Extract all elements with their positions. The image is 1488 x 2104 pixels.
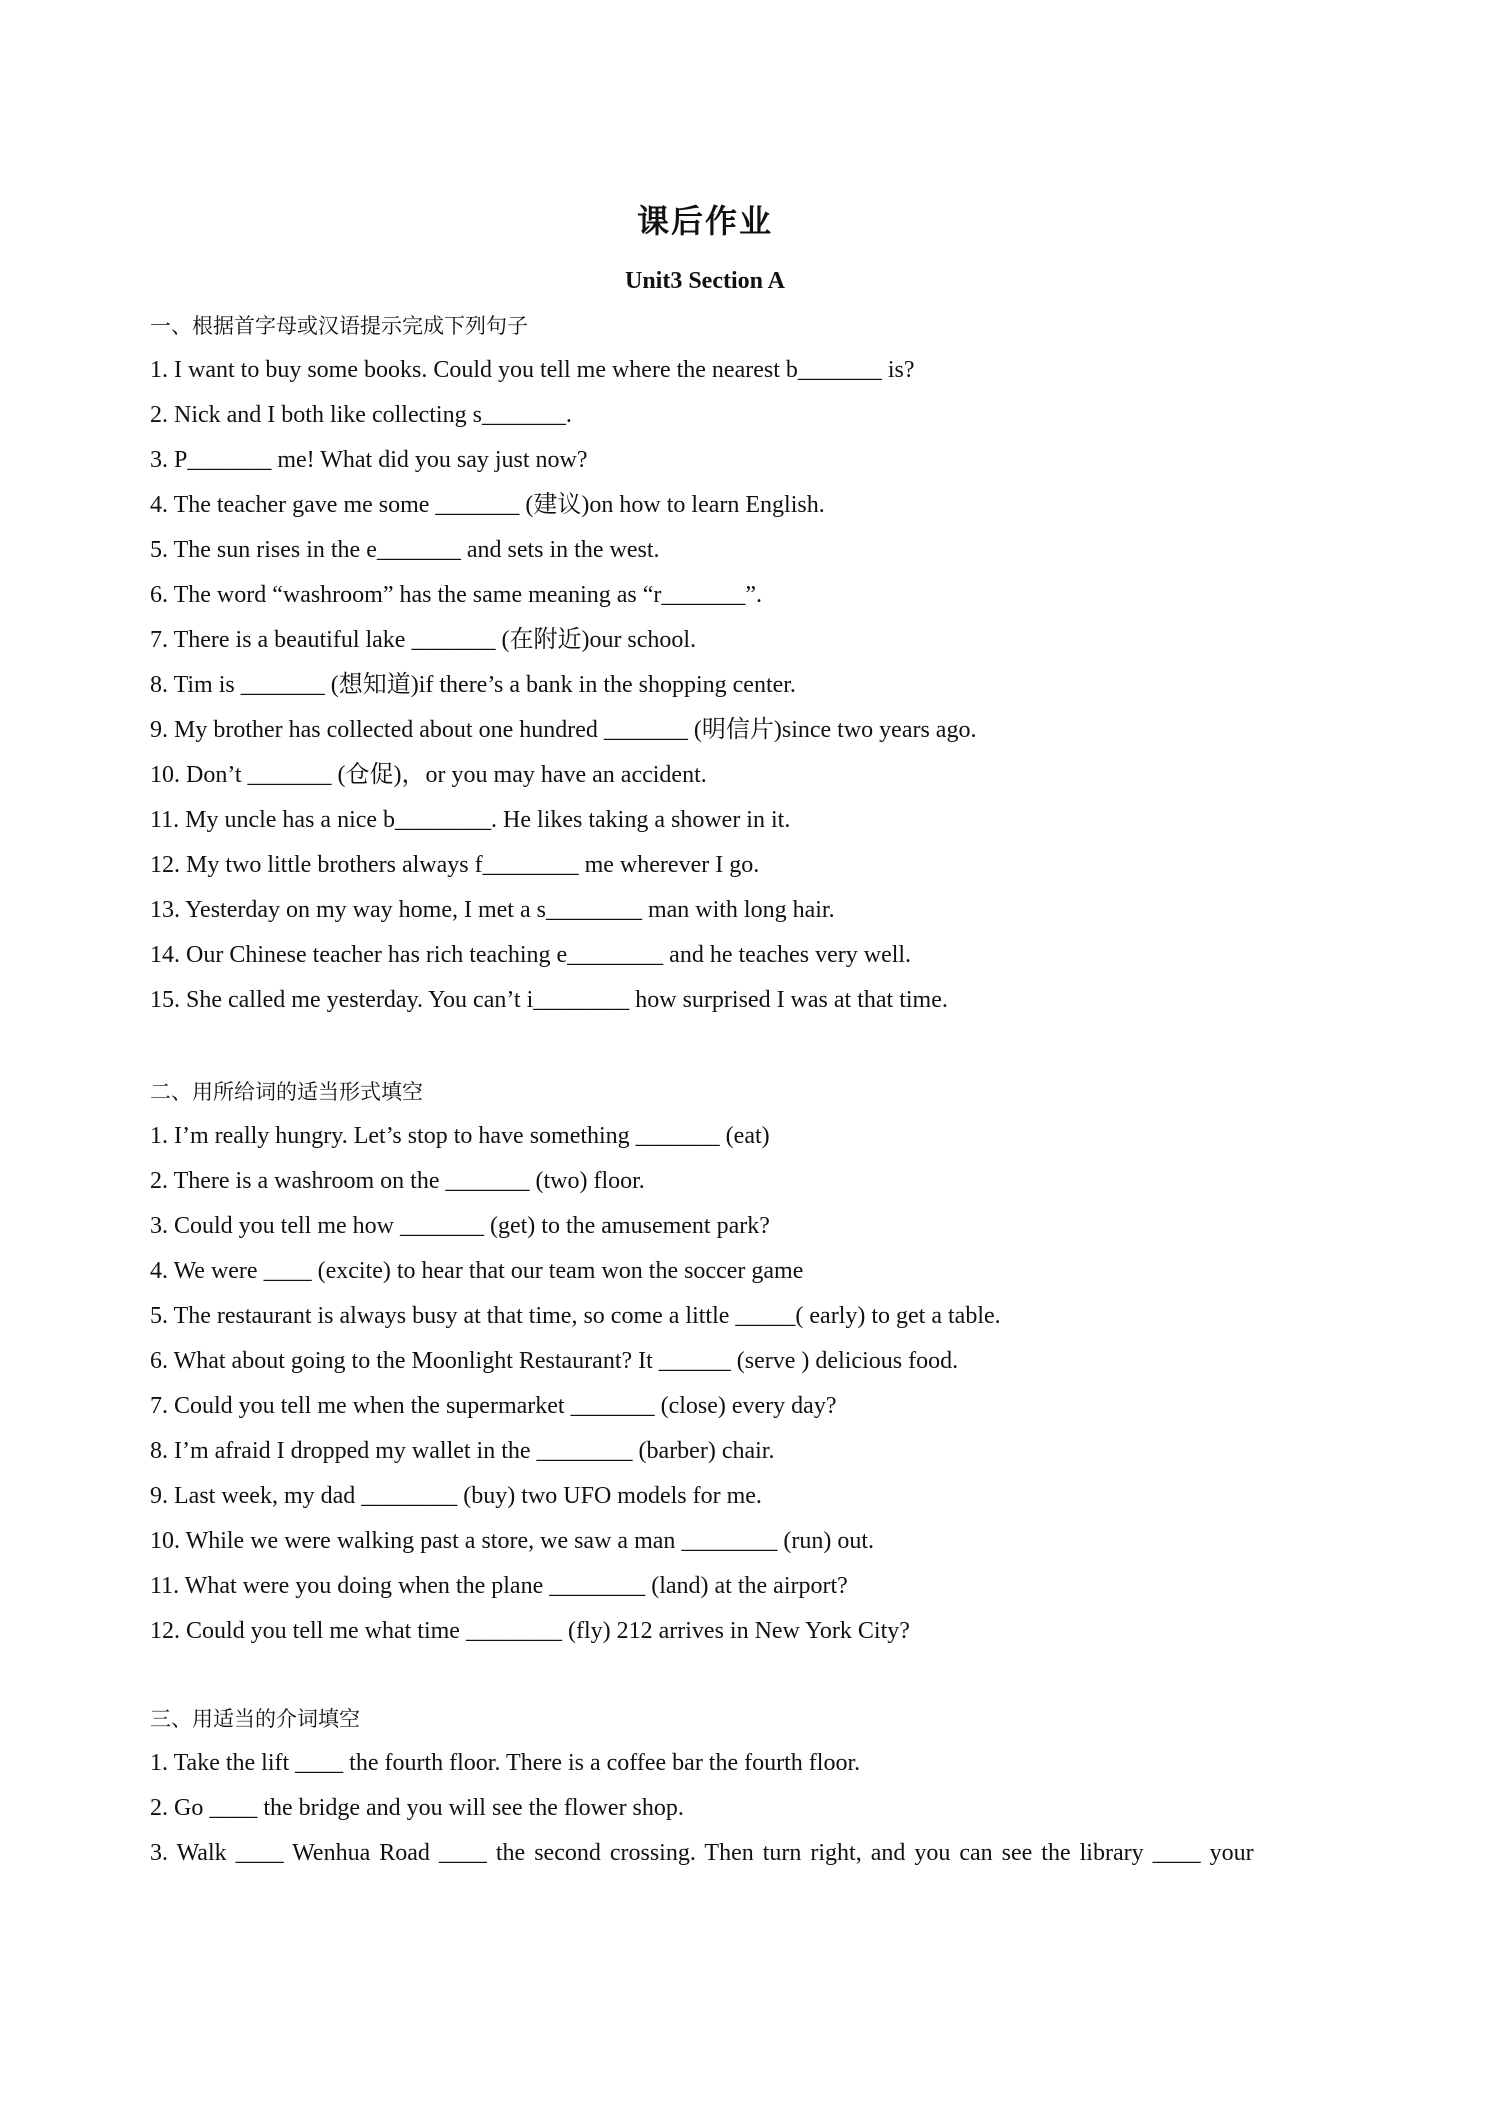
section-heading: 二、用所给词的适当形式填空	[150, 1080, 423, 1104]
question-item: 3. Walk ____ Wenhua Road ____ the second crossing. Then turn right, and you can see the library ____ your	[150, 1840, 1254, 1866]
question-item: 2. There is a washroom on the _______ (two) floor.	[150, 1168, 645, 1194]
question-item: 7. There is a beautiful lake _______ (在附近)our school.	[150, 627, 697, 653]
question-item: 1. I’m really hungry. Let’s stop to have something _______ (eat)	[150, 1123, 770, 1149]
section-prepositions	[150, 1697, 1340, 1876]
question-item: 6. The word “washroom” has the same meaning as “r_______”.	[150, 582, 763, 608]
question-item: 13. Yesterday on my way home, I met a s________ man with long hair.	[150, 897, 835, 923]
question-item: 11. What were you doing when the plane ________ (land) at the airport?	[150, 1573, 848, 1599]
section-heading: 一、根据首字母或汉语提示完成下列句子	[150, 314, 528, 338]
section-heading: 三、用适当的介词填空	[150, 1707, 360, 1731]
question-item: 8. I’m afraid I dropped my wallet in the ________ (barber) chair.	[150, 1438, 775, 1464]
question-item: 12. Could you tell me what time ________ (fly) 212 arrives in New York City?	[150, 1618, 910, 1644]
question-item: 9. Last week, my dad ________ (buy) two UFO models for me.	[150, 1483, 762, 1509]
section-word-form	[150, 1070, 1340, 1654]
question-item: 12. My two little brothers always f________ me wherever I go.	[150, 852, 760, 878]
question-item: 1. I want to buy some books. Could you tell me where the nearest b_______ is?	[150, 357, 915, 383]
question-item: 3. Could you tell me how _______ (get) to the amusement park?	[150, 1213, 770, 1239]
question-item: 2. Nick and I both like collecting s_______.	[150, 402, 572, 428]
question-item: 1. Take the lift ____ the fourth floor. There is a coffee bar the fourth floor.	[150, 1750, 861, 1776]
question-item: 9. My brother has collected about one hundred _______ (明信片)since two years ago.	[150, 717, 977, 743]
section-fill-in-by-initial-letter	[150, 304, 1340, 1023]
question-item: 6. What about going to the Moonlight Restaurant? It ______ (serve ) delicious food.	[150, 1348, 959, 1374]
question-item: 4. We were ____ (excite) to hear that our team won the soccer game	[150, 1258, 804, 1284]
question-item: 10. While we were walking past a store, we saw a man ________ (run) out.	[150, 1528, 875, 1554]
page-title: 课后作业	[636, 202, 773, 240]
question-item: 2. Go ____ the bridge and you will see the flower shop.	[150, 1795, 684, 1821]
question-item: 7. Could you tell me when the supermarket _______ (close) every day?	[150, 1393, 837, 1419]
question-item: 5. The sun rises in the e_______ and sets in the west.	[150, 537, 660, 563]
question-item: 3. P_______ me! What did you say just now?	[150, 447, 588, 473]
question-item: 11. My uncle has a nice b________. He likes taking a shower in it.	[150, 807, 791, 833]
page-subtitle: Unit3 Section A	[624, 268, 785, 294]
question-item: 15. She called me yesterday. You can’t i________ how surprised I was at that time.	[150, 987, 948, 1013]
question-item: 5. The restaurant is always busy at that time, so come a little _____( early) to get a table.	[150, 1303, 1001, 1329]
question-item: 8. Tim is _______ (想知道)if there’s a bank in the shopping center.	[150, 672, 796, 698]
question-item: 10. Don’t _______ (仓促)，or you may have an accident.	[150, 762, 707, 788]
question-item: 14. Our Chinese teacher has rich teaching e________ and he teaches very well.	[150, 942, 912, 968]
question-item: 4. The teacher gave me some _______ (建议)on how to learn English.	[150, 492, 825, 518]
